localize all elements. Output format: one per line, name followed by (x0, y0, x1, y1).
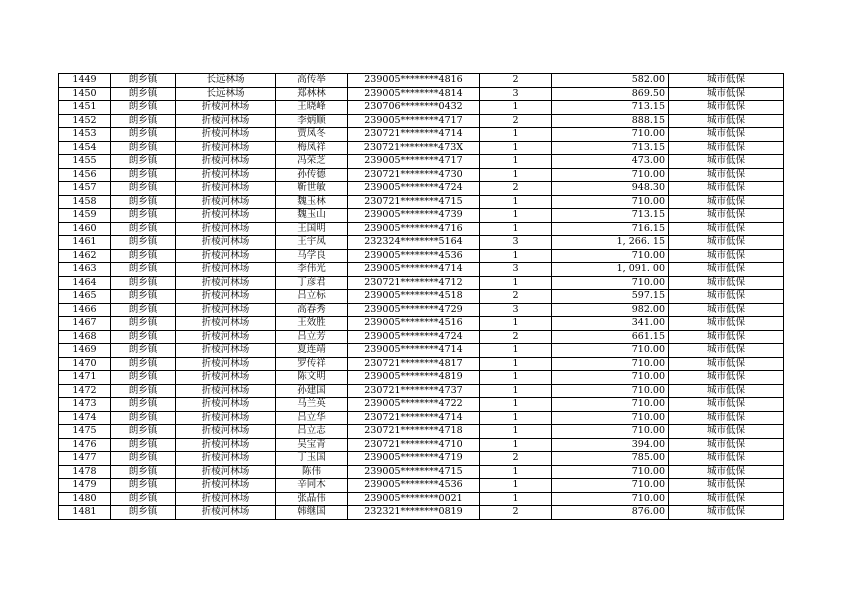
table-row (59, 425, 784, 439)
cell-town: 朗乡镇 (111, 371, 176, 385)
table-row (59, 317, 784, 331)
cell-category: 城市低保 (669, 371, 784, 385)
cell-person-name: 李炳顺 (276, 114, 348, 128)
cell-id-number: 230721********4715 (348, 195, 480, 209)
cell-town: 朗乡镇 (111, 236, 176, 250)
cell-category: 城市低保 (669, 479, 784, 493)
table-row (59, 371, 784, 385)
cell-household-size: 1 (480, 344, 552, 358)
cell-id-number: 239005********4717 (348, 155, 480, 169)
cell-amount: 888.15 (552, 114, 669, 128)
cell-forest-farm: 折棱河林场 (176, 506, 276, 520)
cell-town: 朗乡镇 (111, 479, 176, 493)
cell-town: 朗乡镇 (111, 263, 176, 277)
cell-person-name: 李伟光 (276, 263, 348, 277)
cell-forest-farm: 折棱河林场 (176, 222, 276, 236)
cell-household-size: 1 (480, 249, 552, 263)
cell-household-size: 1 (480, 195, 552, 209)
cell-serial-number: 1464 (59, 276, 111, 290)
cell-forest-farm: 折棱河林场 (176, 141, 276, 155)
cell-serial-number: 1458 (59, 195, 111, 209)
cell-town: 朗乡镇 (111, 425, 176, 439)
cell-town: 朗乡镇 (111, 465, 176, 479)
cell-town: 朗乡镇 (111, 182, 176, 196)
cell-forest-farm: 折棱河林场 (176, 101, 276, 115)
cell-id-number: 239005********0021 (348, 492, 480, 506)
cell-amount: 710.00 (552, 479, 669, 493)
cell-serial-number: 1477 (59, 452, 111, 466)
cell-id-number: 230721********4737 (348, 384, 480, 398)
cell-person-name: 郑林林 (276, 87, 348, 101)
cell-forest-farm: 折棱河林场 (176, 492, 276, 506)
table-row (59, 209, 784, 223)
cell-forest-farm: 折棱河林场 (176, 114, 276, 128)
cell-household-size: 3 (480, 87, 552, 101)
cell-forest-farm: 折棱河林场 (176, 263, 276, 277)
table-row (59, 479, 784, 493)
cell-person-name: 王效胜 (276, 317, 348, 331)
cell-forest-farm: 折棱河林场 (176, 384, 276, 398)
cell-household-size: 1 (480, 209, 552, 223)
cell-id-number: 239005********4518 (348, 290, 480, 304)
cell-household-size: 1 (480, 357, 552, 371)
cell-forest-farm: 折棱河林场 (176, 236, 276, 250)
cell-town: 朗乡镇 (111, 141, 176, 155)
cell-id-number: 230721********4714 (348, 411, 480, 425)
cell-town: 朗乡镇 (111, 128, 176, 142)
cell-category: 城市低保 (669, 398, 784, 412)
cell-amount: 716.15 (552, 222, 669, 236)
cell-town: 朗乡镇 (111, 344, 176, 358)
cell-household-size: 2 (480, 452, 552, 466)
cell-forest-farm: 折棱河林场 (176, 276, 276, 290)
cell-id-number: 239005********4719 (348, 452, 480, 466)
cell-category: 城市低保 (669, 438, 784, 452)
cell-id-number: 230721********4714 (348, 128, 480, 142)
cell-serial-number: 1467 (59, 317, 111, 331)
cell-forest-farm: 折棱河林场 (176, 438, 276, 452)
cell-category: 城市低保 (669, 411, 784, 425)
cell-town: 朗乡镇 (111, 155, 176, 169)
cell-serial-number: 1463 (59, 263, 111, 277)
cell-amount: 1, 091. 00 (552, 263, 669, 277)
cell-person-name: 罗传祥 (276, 357, 348, 371)
cell-amount: 710.00 (552, 168, 669, 182)
cell-forest-farm: 折棱河林场 (176, 411, 276, 425)
cell-forest-farm: 折棱河林场 (176, 330, 276, 344)
cell-person-name: 马兰英 (276, 398, 348, 412)
cell-category: 城市低保 (669, 263, 784, 277)
table-row (59, 128, 784, 142)
table-row (59, 101, 784, 115)
cell-town: 朗乡镇 (111, 438, 176, 452)
table-row (59, 344, 784, 358)
table-row (59, 452, 784, 466)
cell-town: 朗乡镇 (111, 398, 176, 412)
cell-category: 城市低保 (669, 236, 784, 250)
cell-town: 朗乡镇 (111, 168, 176, 182)
table-row (59, 195, 784, 209)
cell-household-size: 1 (480, 222, 552, 236)
cell-person-name: 王宇凤 (276, 236, 348, 250)
cell-amount: 710.00 (552, 357, 669, 371)
cell-town: 朗乡镇 (111, 506, 176, 520)
cell-serial-number: 1469 (59, 344, 111, 358)
cell-id-number: 239005********4714 (348, 344, 480, 358)
cell-household-size: 1 (480, 425, 552, 439)
cell-person-name: 吴宝青 (276, 438, 348, 452)
cell-id-number: 239005********4739 (348, 209, 480, 223)
cell-forest-farm: 折棱河林场 (176, 128, 276, 142)
cell-forest-farm: 折棱河林场 (176, 182, 276, 196)
table-row (59, 74, 784, 88)
cell-id-number: 230721********4710 (348, 438, 480, 452)
cell-serial-number: 1480 (59, 492, 111, 506)
cell-forest-farm: 折棱河林场 (176, 209, 276, 223)
cell-household-size: 2 (480, 182, 552, 196)
cell-category: 城市低保 (669, 492, 784, 506)
cell-household-size: 1 (480, 384, 552, 398)
cell-town: 朗乡镇 (111, 330, 176, 344)
table-row (59, 263, 784, 277)
cell-serial-number: 1451 (59, 101, 111, 115)
cell-category: 城市低保 (669, 506, 784, 520)
cell-serial-number: 1475 (59, 425, 111, 439)
cell-amount: 710.00 (552, 371, 669, 385)
cell-town: 朗乡镇 (111, 74, 176, 88)
cell-household-size: 3 (480, 236, 552, 250)
cell-amount: 710.00 (552, 398, 669, 412)
cell-household-size: 2 (480, 114, 552, 128)
cell-category: 城市低保 (669, 357, 784, 371)
cell-household-size: 1 (480, 101, 552, 115)
cell-id-number: 239005********4722 (348, 398, 480, 412)
cell-serial-number: 1468 (59, 330, 111, 344)
cell-forest-farm: 折棱河林场 (176, 452, 276, 466)
cell-amount: 710.00 (552, 384, 669, 398)
cell-id-number: 230721********4817 (348, 357, 480, 371)
cell-amount: 710.00 (552, 276, 669, 290)
cell-amount: 948.30 (552, 182, 669, 196)
cell-household-size: 1 (480, 371, 552, 385)
cell-amount: 876.00 (552, 506, 669, 520)
table-row (59, 155, 784, 169)
cell-household-size: 1 (480, 398, 552, 412)
cell-person-name: 高传举 (276, 74, 348, 88)
cell-town: 朗乡镇 (111, 276, 176, 290)
cell-forest-farm: 折棱河林场 (176, 357, 276, 371)
cell-serial-number: 1471 (59, 371, 111, 385)
cell-amount: 710.00 (552, 411, 669, 425)
table-row (59, 411, 784, 425)
table-row (59, 182, 784, 196)
cell-serial-number: 1457 (59, 182, 111, 196)
cell-id-number: 239005********4536 (348, 249, 480, 263)
table-row (59, 276, 784, 290)
cell-town: 朗乡镇 (111, 195, 176, 209)
cell-serial-number: 1455 (59, 155, 111, 169)
cell-person-name: 孙建国 (276, 384, 348, 398)
cell-household-size: 1 (480, 465, 552, 479)
table-row (59, 465, 784, 479)
cell-category: 城市低保 (669, 465, 784, 479)
cell-id-number: 230721********4718 (348, 425, 480, 439)
cell-amount: 582.00 (552, 74, 669, 88)
cell-forest-farm: 折棱河林场 (176, 344, 276, 358)
table-row (59, 222, 784, 236)
cell-household-size: 1 (480, 168, 552, 182)
cell-person-name: 吕立标 (276, 290, 348, 304)
cell-forest-farm: 折棱河林场 (176, 290, 276, 304)
cell-person-name: 辛同木 (276, 479, 348, 493)
cell-serial-number: 1454 (59, 141, 111, 155)
cell-amount: 869.50 (552, 87, 669, 101)
cell-serial-number: 1449 (59, 74, 111, 88)
cell-serial-number: 1476 (59, 438, 111, 452)
cell-id-number: 239005********4819 (348, 371, 480, 385)
cell-id-number: 232324********5164 (348, 236, 480, 250)
cell-id-number: 232321********0819 (348, 506, 480, 520)
cell-household-size: 1 (480, 276, 552, 290)
cell-household-size: 1 (480, 411, 552, 425)
cell-person-name: 贾凤冬 (276, 128, 348, 142)
table-row (59, 87, 784, 101)
cell-person-name: 高春秀 (276, 303, 348, 317)
cell-id-number: 239005********4716 (348, 222, 480, 236)
cell-household-size: 3 (480, 263, 552, 277)
cell-amount: 710.00 (552, 249, 669, 263)
cell-category: 城市低保 (669, 141, 784, 155)
cell-household-size: 2 (480, 330, 552, 344)
cell-person-name: 冯荣芝 (276, 155, 348, 169)
cell-amount: 710.00 (552, 128, 669, 142)
cell-forest-farm: 折棱河林场 (176, 249, 276, 263)
cell-amount: 1, 266. 15 (552, 236, 669, 250)
cell-category: 城市低保 (669, 74, 784, 88)
cell-serial-number: 1461 (59, 236, 111, 250)
cell-forest-farm: 折棱河林场 (176, 425, 276, 439)
cell-id-number: 239005********4715 (348, 465, 480, 479)
table-row (59, 236, 784, 250)
cell-category: 城市低保 (669, 101, 784, 115)
cell-forest-farm: 折棱河林场 (176, 465, 276, 479)
cell-household-size: 2 (480, 506, 552, 520)
cell-id-number: 239005********4816 (348, 74, 480, 88)
cell-town: 朗乡镇 (111, 114, 176, 128)
table-row (59, 141, 784, 155)
cell-category: 城市低保 (669, 155, 784, 169)
cell-person-name: 靳世敏 (276, 182, 348, 196)
cell-category: 城市低保 (669, 276, 784, 290)
cell-amount: 710.00 (552, 492, 669, 506)
cell-town: 朗乡镇 (111, 317, 176, 331)
cell-town: 朗乡镇 (111, 492, 176, 506)
cell-category: 城市低保 (669, 209, 784, 223)
cell-amount: 341.00 (552, 317, 669, 331)
cell-person-name: 张晶伟 (276, 492, 348, 506)
cell-serial-number: 1456 (59, 168, 111, 182)
cell-amount: 713.15 (552, 141, 669, 155)
cell-serial-number: 1474 (59, 411, 111, 425)
cell-id-number: 230721********473X (348, 141, 480, 155)
cell-serial-number: 1460 (59, 222, 111, 236)
cell-forest-farm: 折棱河林场 (176, 195, 276, 209)
cell-person-name: 王国明 (276, 222, 348, 236)
cell-household-size: 1 (480, 479, 552, 493)
cell-category: 城市低保 (669, 168, 784, 182)
cell-category: 城市低保 (669, 330, 784, 344)
cell-town: 朗乡镇 (111, 303, 176, 317)
cell-forest-farm: 折棱河林场 (176, 371, 276, 385)
cell-serial-number: 1450 (59, 87, 111, 101)
cell-household-size: 1 (480, 155, 552, 169)
cell-id-number: 230721********4730 (348, 168, 480, 182)
table-row (59, 168, 784, 182)
cell-category: 城市低保 (669, 87, 784, 101)
cell-amount: 473.00 (552, 155, 669, 169)
cell-category: 城市低保 (669, 384, 784, 398)
cell-person-name: 陈文明 (276, 371, 348, 385)
cell-town: 朗乡镇 (111, 452, 176, 466)
cell-amount: 710.00 (552, 195, 669, 209)
cell-serial-number: 1465 (59, 290, 111, 304)
cell-person-name: 吕立志 (276, 425, 348, 439)
table-row (59, 384, 784, 398)
cell-category: 城市低保 (669, 249, 784, 263)
cell-town: 朗乡镇 (111, 222, 176, 236)
cell-serial-number: 1473 (59, 398, 111, 412)
cell-forest-farm: 折棱河林场 (176, 155, 276, 169)
cell-serial-number: 1459 (59, 209, 111, 223)
cell-person-name: 魏玉山 (276, 209, 348, 223)
cell-town: 朗乡镇 (111, 101, 176, 115)
cell-person-name: 马学良 (276, 249, 348, 263)
cell-town: 朗乡镇 (111, 411, 176, 425)
cell-id-number: 230721********4712 (348, 276, 480, 290)
cell-id-number: 239005********4814 (348, 87, 480, 101)
cell-serial-number: 1478 (59, 465, 111, 479)
cell-serial-number: 1452 (59, 114, 111, 128)
cell-person-name: 韩继国 (276, 506, 348, 520)
cell-id-number: 239005********4729 (348, 303, 480, 317)
cell-category: 城市低保 (669, 344, 784, 358)
table-row (59, 398, 784, 412)
cell-town: 朗乡镇 (111, 290, 176, 304)
cell-amount: 394.00 (552, 438, 669, 452)
cell-forest-farm: 折棱河林场 (176, 317, 276, 331)
cell-category: 城市低保 (669, 182, 784, 196)
cell-forest-farm: 折棱河林场 (176, 168, 276, 182)
cell-serial-number: 1466 (59, 303, 111, 317)
cell-forest-farm: 折棱河林场 (176, 303, 276, 317)
cell-household-size: 1 (480, 438, 552, 452)
cell-town: 朗乡镇 (111, 87, 176, 101)
cell-serial-number: 1470 (59, 357, 111, 371)
cell-person-name: 王晓峰 (276, 101, 348, 115)
cell-person-name: 吕立华 (276, 411, 348, 425)
cell-household-size: 1 (480, 317, 552, 331)
cell-person-name: 丁玉国 (276, 452, 348, 466)
cell-serial-number: 1472 (59, 384, 111, 398)
cell-serial-number: 1481 (59, 506, 111, 520)
cell-category: 城市低保 (669, 303, 784, 317)
cell-town: 朗乡镇 (111, 209, 176, 223)
cell-amount: 982.00 (552, 303, 669, 317)
cell-amount: 710.00 (552, 344, 669, 358)
cell-category: 城市低保 (669, 195, 784, 209)
table-row (59, 438, 784, 452)
cell-id-number: 239005********4724 (348, 330, 480, 344)
cell-forest-farm: 长远林场 (176, 87, 276, 101)
cell-household-size: 1 (480, 141, 552, 155)
cell-amount: 710.00 (552, 465, 669, 479)
cell-id-number: 239005********4724 (348, 182, 480, 196)
cell-person-name: 吕立芳 (276, 330, 348, 344)
cell-serial-number: 1453 (59, 128, 111, 142)
cell-category: 城市低保 (669, 114, 784, 128)
cell-amount: 597.15 (552, 290, 669, 304)
cell-amount: 710.00 (552, 425, 669, 439)
cell-town: 朗乡镇 (111, 249, 176, 263)
cell-amount: 661.15 (552, 330, 669, 344)
cell-id-number: 230706********0432 (348, 101, 480, 115)
cell-household-size: 2 (480, 74, 552, 88)
cell-category: 城市低保 (669, 452, 784, 466)
cell-person-name: 孙传德 (276, 168, 348, 182)
table-body (59, 74, 784, 520)
cell-household-size: 1 (480, 492, 552, 506)
table-row (59, 303, 784, 317)
cell-id-number: 239005********4717 (348, 114, 480, 128)
cell-serial-number: 1479 (59, 479, 111, 493)
cell-category: 城市低保 (669, 425, 784, 439)
cell-household-size: 3 (480, 303, 552, 317)
cell-person-name: 夏连靖 (276, 344, 348, 358)
table-row (59, 114, 784, 128)
cell-person-name: 魏玉林 (276, 195, 348, 209)
cell-person-name: 陈伟 (276, 465, 348, 479)
relief-roster-table (58, 73, 784, 520)
cell-category: 城市低保 (669, 128, 784, 142)
cell-amount: 713.15 (552, 101, 669, 115)
cell-forest-farm: 长远林场 (176, 74, 276, 88)
cell-amount: 713.15 (552, 209, 669, 223)
table-row (59, 506, 784, 520)
cell-town: 朗乡镇 (111, 357, 176, 371)
cell-household-size: 1 (480, 128, 552, 142)
cell-category: 城市低保 (669, 222, 784, 236)
table-row (59, 290, 784, 304)
cell-household-size: 2 (480, 290, 552, 304)
cell-id-number: 239005********4714 (348, 263, 480, 277)
cell-person-name: 梅凤祥 (276, 141, 348, 155)
cell-forest-farm: 折棱河林场 (176, 398, 276, 412)
table-row (59, 492, 784, 506)
cell-forest-farm: 折棱河林场 (176, 479, 276, 493)
table-row (59, 330, 784, 344)
table-row (59, 357, 784, 371)
cell-id-number: 239005********4516 (348, 317, 480, 331)
cell-category: 城市低保 (669, 290, 784, 304)
cell-category: 城市低保 (669, 317, 784, 331)
cell-amount: 785.00 (552, 452, 669, 466)
cell-id-number: 239005********4536 (348, 479, 480, 493)
cell-person-name: 丁彦君 (276, 276, 348, 290)
cell-serial-number: 1462 (59, 249, 111, 263)
table-row (59, 249, 784, 263)
cell-town: 朗乡镇 (111, 384, 176, 398)
